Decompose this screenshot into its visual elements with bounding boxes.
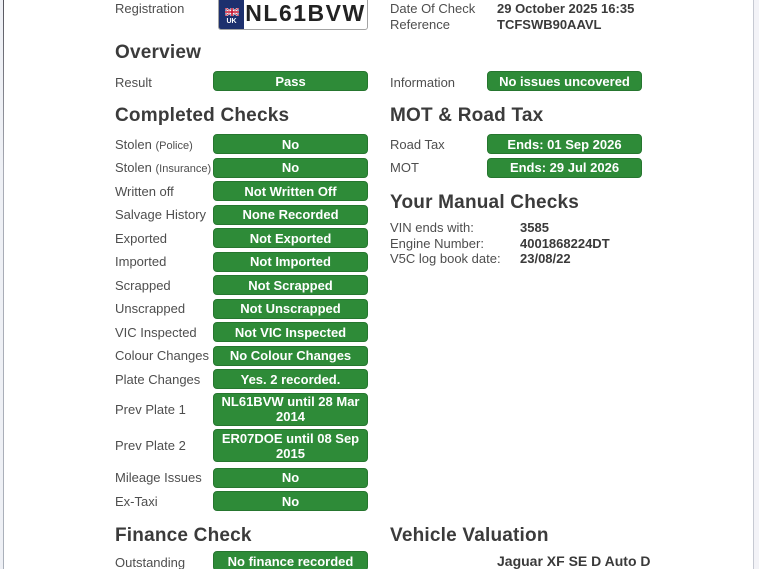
manual-checks-list [390, 220, 610, 267]
uk-badge-text: UK [226, 18, 237, 25]
check-label: Ex-Taxi [115, 493, 158, 509]
check-row-unscrapped [115, 299, 368, 319]
date-of-check-value: 29 October 2025 16:35 [497, 1, 635, 16]
engine-number-value: 4001868224DT [520, 235, 610, 251]
information-label: Information [390, 75, 456, 90]
check-row-vic-inspected [115, 322, 368, 342]
check-row-prev-plate-2 [115, 429, 368, 462]
check-status-badge: None Recorded [213, 205, 368, 225]
check-label: Stolen [115, 160, 152, 175]
check-label: Prev Plate 2 [115, 438, 186, 453]
check-status-badge: No [213, 468, 368, 488]
vin-label: VIN ends with: [390, 220, 474, 236]
road-tax-label: Road Tax [390, 136, 445, 152]
check-row-colour-changes [115, 346, 368, 366]
check-label: Colour Changes [115, 348, 209, 363]
check-row-ex-taxi [115, 491, 368, 511]
registration-label: Registration [115, 1, 185, 16]
check-label-qualifier: (Insurance) [155, 163, 212, 175]
finance-check-heading: Finance Check [115, 525, 252, 546]
plate-number-text: NL61BVW [245, 0, 366, 26]
v5c-date-value: 23/08/22 [520, 251, 571, 267]
check-label: VIC Inspected [115, 324, 197, 340]
check-label-qualifier: (Police) [155, 139, 193, 152]
mot-road-tax-list [390, 134, 642, 178]
v5c-date-label: V5C log book date: [390, 251, 501, 267]
check-status-badge: No [213, 158, 368, 178]
valuation-vehicle-name: Jaguar XF SE D Auto D [497, 553, 651, 569]
check-status-badge: Not Exported [213, 228, 368, 248]
row-mot [390, 158, 642, 178]
check-label: Written off [115, 183, 174, 199]
result-badge: Pass [213, 71, 368, 91]
check-status-badge: Yes. 2 recorded. [213, 369, 368, 389]
road-tax-badge: Ends: 01 Sep 2026 [487, 134, 642, 154]
check-row-mileage-issues [115, 468, 368, 488]
vin-value: 3585 [520, 220, 549, 236]
row-road-tax [390, 134, 642, 154]
check-status-badge: Not Unscrapped [213, 299, 368, 319]
check-label: Plate Changes [115, 371, 201, 387]
check-label: Exported [115, 230, 168, 246]
check-status-badge: NL61BVW until 28 Mar 2014 [213, 393, 368, 426]
reference-value: TCFSWB90AAVL [497, 17, 602, 32]
uk-flag-icon [225, 8, 239, 16]
check-label: Unscrapped [115, 301, 186, 316]
check-status-badge: No Colour Changes [213, 346, 368, 366]
check-status-badge: Not Scrapped [213, 275, 368, 295]
page-right-border [753, 0, 759, 569]
mot-badge: Ends: 29 Jul 2026 [487, 158, 642, 178]
check-status-badge: Not Written Off [213, 181, 368, 201]
check-row-prev-plate-1 [115, 393, 368, 426]
result-label: Result [115, 75, 152, 90]
check-label: Salvage History [115, 207, 207, 222]
page-left-border [0, 0, 4, 569]
vehicle-valuation-heading: Vehicle Valuation [390, 525, 549, 546]
check-row-scrapped [115, 275, 368, 295]
overview-heading: Overview [115, 42, 202, 63]
manual-checks-heading: Your Manual Checks [390, 192, 580, 213]
check-status-badge: Not Imported [213, 252, 368, 272]
check-row-salvage-history [115, 205, 368, 225]
row-engine-number [390, 236, 610, 252]
check-status-badge: No [213, 134, 368, 154]
uk-plate-badge [219, 0, 244, 29]
completed-checks-heading: Completed Checks [115, 105, 290, 126]
date-of-check-label: Date Of Check [390, 1, 476, 16]
completed-checks-list [115, 134, 368, 511]
check-label: Scrapped [115, 277, 171, 293]
check-status-badge: ER07DOE until 08 Sep 2015 [213, 429, 368, 462]
outstanding-badge: No finance recorded [213, 551, 368, 569]
outstanding-label: Outstanding [115, 555, 186, 569]
reference-label: Reference [390, 17, 450, 32]
row-vin [390, 220, 610, 236]
engine-number-label: Engine Number: [390, 235, 484, 251]
check-row-imported [115, 252, 368, 272]
check-label: Stolen [115, 136, 152, 152]
number-plate [218, 0, 368, 30]
information-badge: No issues uncovered [487, 71, 642, 91]
row-v5c-date [390, 251, 610, 267]
check-status-badge: No [213, 491, 368, 511]
check-label: Imported [115, 254, 167, 269]
check-label: Mileage Issues [115, 470, 202, 485]
check-row-exported [115, 228, 368, 248]
check-row-written-off [115, 181, 368, 201]
check-status-badge: Not VIC Inspected [213, 322, 368, 342]
check-row-stolen-police [115, 134, 368, 154]
mot-label: MOT [390, 160, 419, 175]
check-row-stolen-insurance [115, 158, 368, 178]
mot-road-tax-heading: MOT & Road Tax [390, 105, 544, 126]
check-label: Prev Plate 1 [115, 401, 186, 417]
check-row-plate-changes [115, 369, 368, 389]
